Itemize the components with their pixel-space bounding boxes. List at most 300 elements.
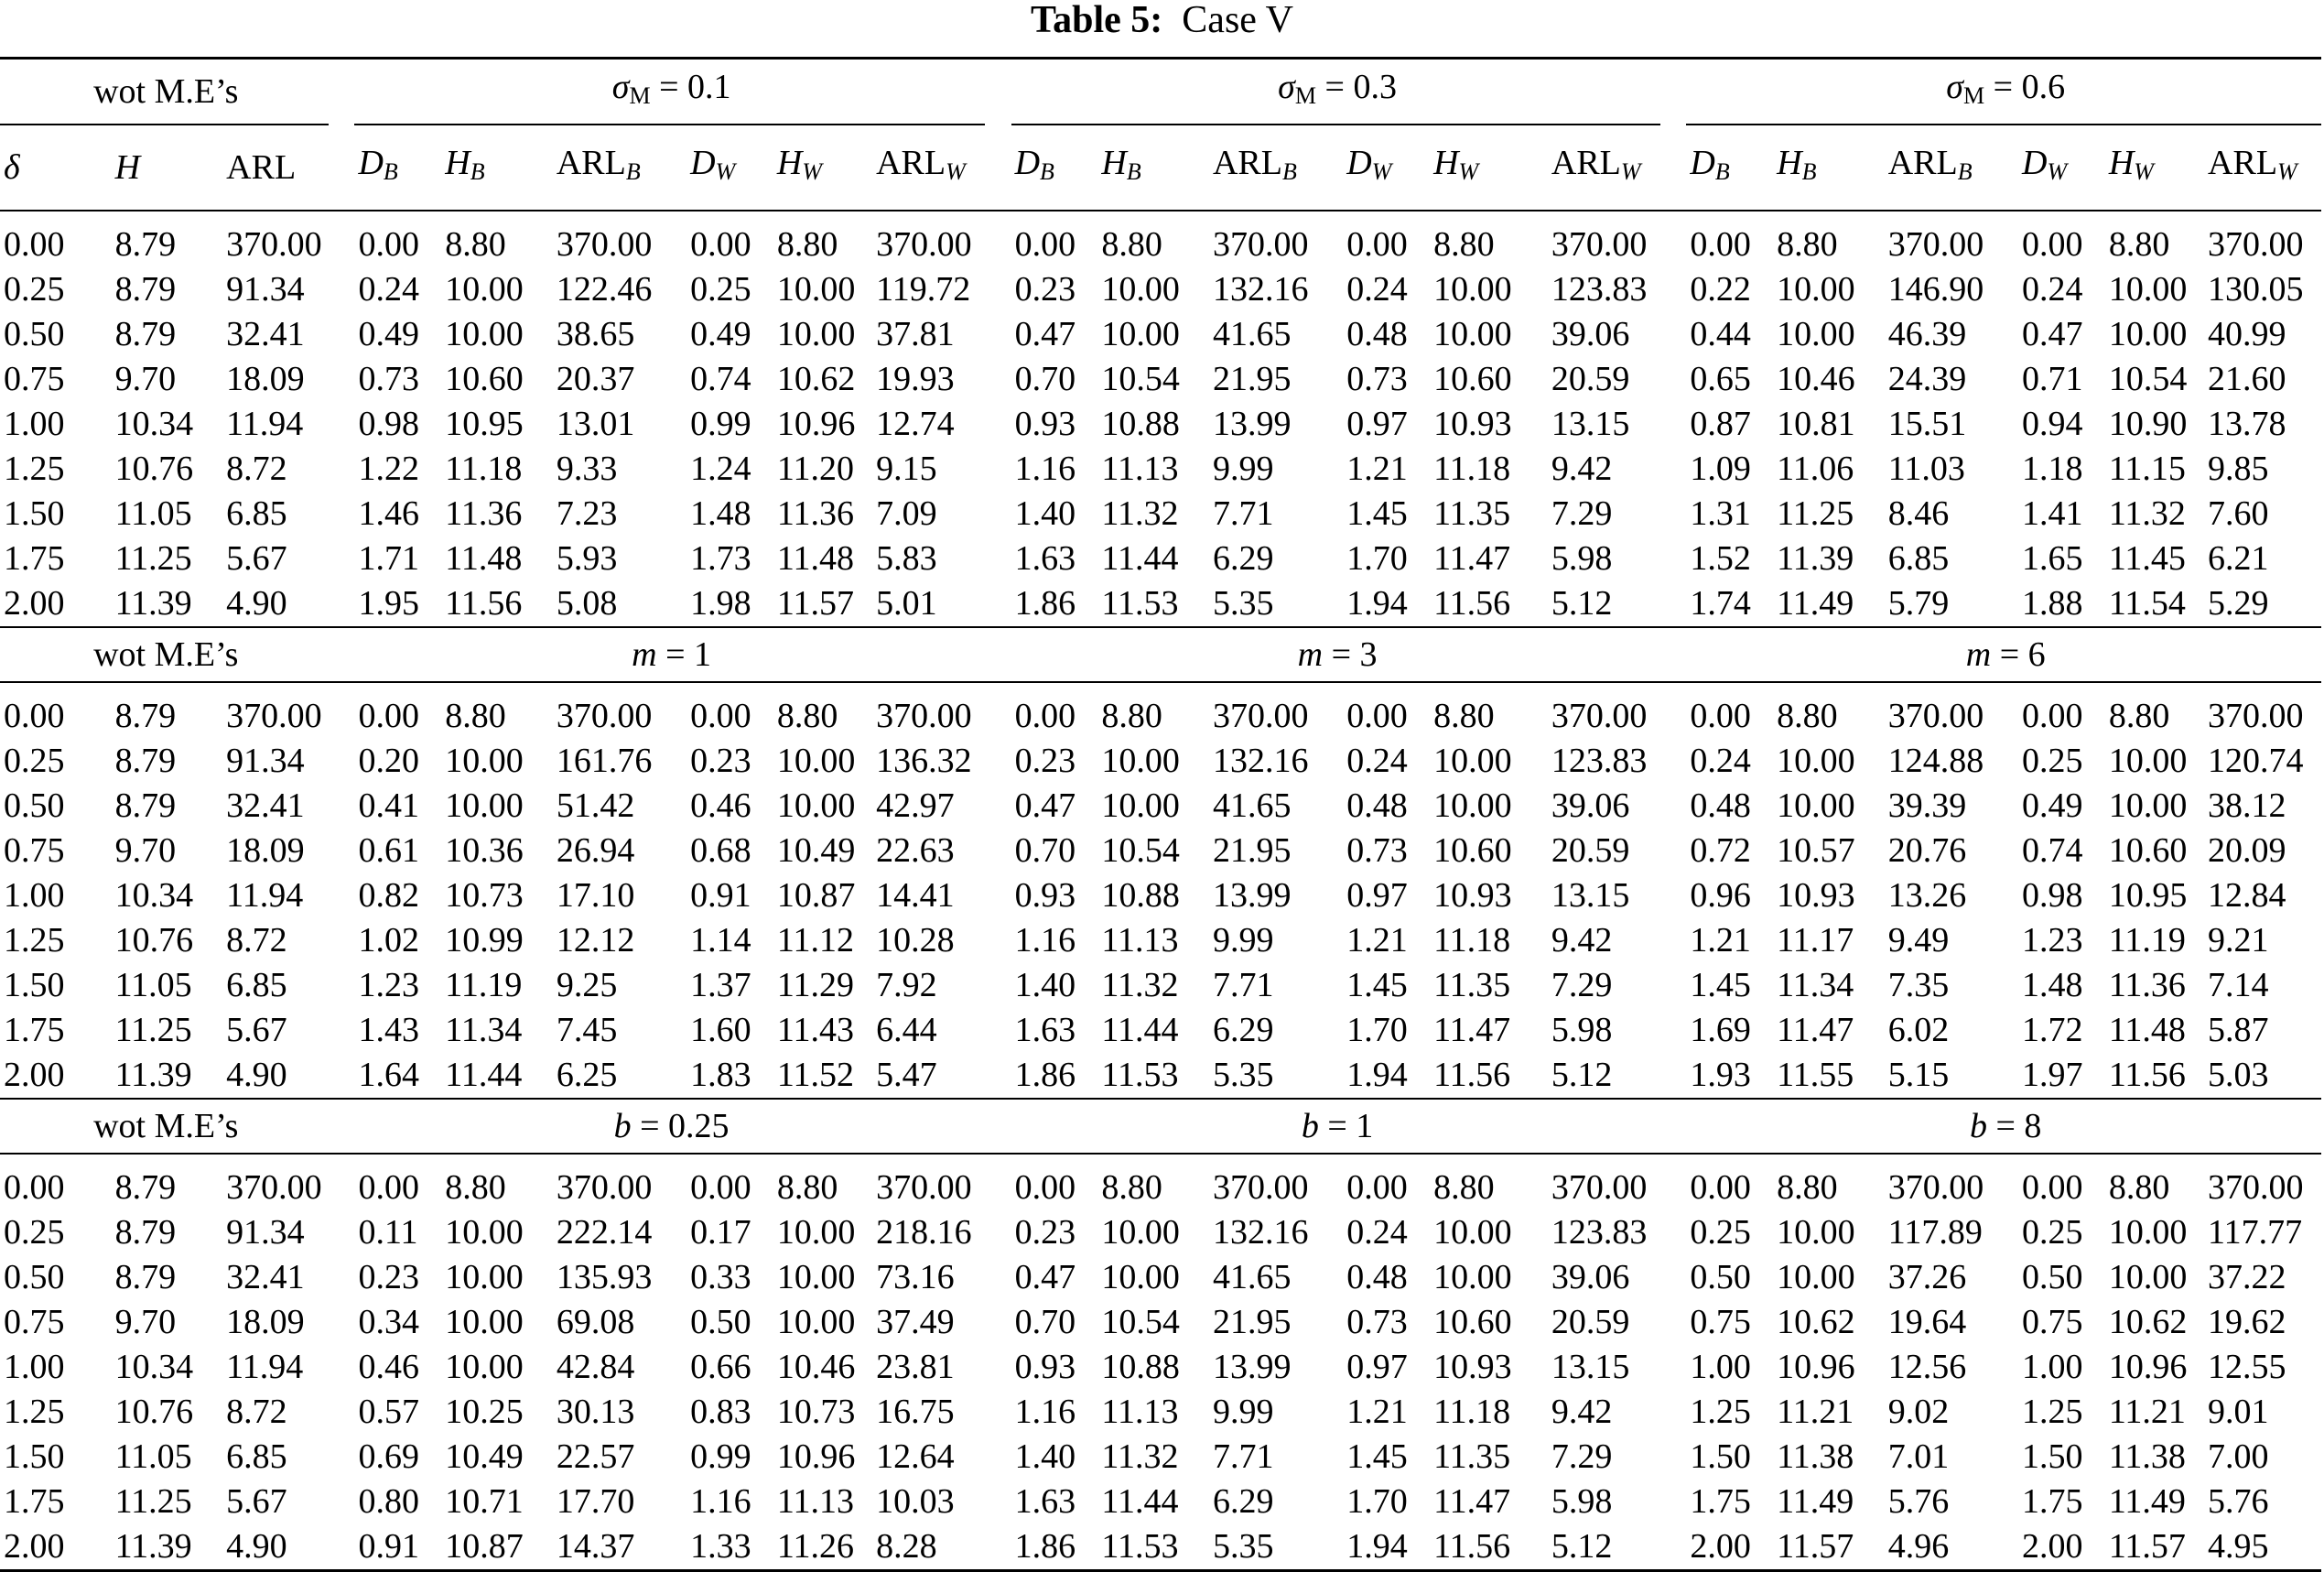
table-cell: 0.73 — [358, 360, 419, 398]
column-header — [553, 125, 686, 211]
table-cell: 1.45 — [1690, 966, 1751, 1004]
table-cell: 0.97 — [1346, 405, 1408, 443]
table-cell: 1.73 — [690, 539, 751, 578]
table-cell: 10.49 — [445, 1437, 524, 1476]
table-cell: 1.75 — [1690, 1482, 1751, 1521]
table-cell: 1.52 — [1690, 539, 1751, 578]
table-cell: 7.71 — [1212, 966, 1274, 1004]
table-cell: 0.47 — [1014, 1258, 1076, 1296]
column-header — [872, 125, 985, 211]
group-label — [354, 1099, 984, 1154]
cell-gap — [329, 963, 355, 1008]
table-cell: 10.00 — [445, 1348, 524, 1386]
table-cell: 2.00 — [0, 1524, 112, 1571]
cell-gap — [985, 492, 1011, 537]
column-header — [1097, 125, 1209, 211]
table-cell: 370.00 — [2204, 1154, 2321, 1210]
table-cell: 1.95 — [358, 584, 419, 623]
table-cell: 10.90 — [2108, 405, 2188, 443]
table-cell: 0.70 — [1014, 831, 1076, 870]
table-cell: 1.71 — [358, 539, 419, 578]
table-cell: 370.00 — [222, 1154, 328, 1210]
group-gap — [329, 59, 355, 125]
cell-gap — [1660, 784, 1687, 829]
table-cell: 0.25 — [1690, 1213, 1751, 1252]
table-cell: 370.00 — [872, 211, 985, 267]
table-cell: 37.49 — [876, 1303, 955, 1341]
table-cell: 8.79 — [114, 742, 177, 780]
table-cell: 222.14 — [556, 1213, 653, 1252]
column-header — [354, 125, 441, 211]
cell-gap — [1660, 918, 1687, 963]
table-cell: 12.84 — [2208, 876, 2286, 915]
table-cell: 11.47 — [1433, 1011, 1511, 1049]
table-cell: 8.80 — [1773, 682, 1885, 739]
table-cell: 10.73 — [445, 876, 524, 915]
table-cell: 0.57 — [358, 1393, 419, 1431]
table-cell: 10.73 — [776, 1393, 856, 1431]
table-cell: 0.97 — [1346, 1348, 1408, 1386]
table-cell: 11.25 — [114, 1482, 192, 1521]
table-cell: 0.23 — [690, 742, 751, 780]
table-cell: 42.97 — [876, 786, 955, 825]
column-header-text: ARL — [1887, 144, 1958, 182]
table-cell: 0.80 — [358, 1482, 419, 1521]
cell-gap — [985, 829, 1011, 873]
group-label — [1686, 1099, 2321, 1154]
cell-gap — [329, 211, 355, 267]
table-cell: 7.71 — [1212, 494, 1274, 533]
table-cell: 0.93 — [1014, 405, 1076, 443]
table-cell: 1.24 — [690, 450, 751, 488]
table-cell: 41.65 — [1212, 315, 1292, 353]
table-row — [0, 1053, 2321, 1099]
table-cell: 0.23 — [1014, 1213, 1076, 1252]
table-row — [0, 357, 2321, 402]
table-cell: 370.00 — [222, 682, 328, 739]
table-cell: 20.59 — [1551, 831, 1630, 870]
table-cell: 1.40 — [1014, 494, 1076, 533]
table-cell: 15.51 — [1887, 405, 1967, 443]
group-label-text: wot M.E’s — [93, 1106, 239, 1145]
table-cell: 10.99 — [445, 921, 524, 959]
table-cell: 11.48 — [445, 539, 523, 578]
table-cell: 8.72 — [226, 450, 287, 488]
table-cell: 0.73 — [1346, 831, 1408, 870]
cell-gap — [329, 1154, 355, 1210]
table-cell: 370.00 — [2204, 682, 2321, 739]
table-cell: 0.00 — [2018, 682, 2105, 739]
column-header-text: D — [690, 144, 716, 182]
table-cell: 46.39 — [1887, 315, 1967, 353]
table-cell: 11.39 — [112, 1524, 223, 1571]
table-cell: 1.75 — [4, 539, 65, 578]
table-cell: 11.21 — [2108, 1393, 2186, 1431]
table-cell: 0.69 — [358, 1437, 419, 1476]
table-row — [0, 1345, 2321, 1390]
table-cell: 11.18 — [445, 450, 523, 488]
table-cell: 0.46 — [690, 786, 751, 825]
table-cell: 91.34 — [226, 742, 305, 780]
cell-gap — [985, 1300, 1011, 1345]
table-cell: 9.99 — [1212, 921, 1274, 959]
table-cell: 11.35 — [1433, 494, 1511, 533]
table-row — [0, 1300, 2321, 1345]
table-cell: 0.44 — [1690, 315, 1751, 353]
table-cell: 370.00 — [872, 682, 985, 739]
table-cell: 1.45 — [1346, 494, 1408, 533]
column-subscript: W — [1458, 158, 1479, 185]
table-cell: 123.83 — [1551, 742, 1648, 780]
column-subscript: W — [2047, 158, 2068, 185]
table-cell: 37.81 — [876, 315, 955, 353]
table-cell: 1.25 — [4, 450, 65, 488]
table-cell: 1.22 — [358, 450, 419, 488]
table-cell: 5.79 — [1887, 584, 1950, 623]
table-cell: 0.93 — [1014, 1348, 1076, 1386]
table-cell: 5.67 — [226, 1011, 287, 1049]
table-cell: 5.29 — [2208, 584, 2269, 623]
group-label-text: b = 0.25 — [613, 1106, 730, 1145]
table-cell: 0.73 — [1346, 1303, 1408, 1341]
column-subscript: W — [2134, 158, 2154, 185]
column-header-row — [0, 125, 2321, 211]
group-label — [1686, 627, 2321, 682]
table-cell: 39.06 — [1551, 786, 1630, 825]
table-cell: 7.29 — [1551, 1437, 1613, 1476]
table-cell: 0.25 — [2022, 1213, 2083, 1252]
table-cell: 11.39 — [114, 1056, 192, 1094]
table-cell: 20.59 — [1551, 360, 1630, 398]
table-cell: 11.44 — [445, 1056, 523, 1094]
column-subscript: W — [2277, 158, 2297, 185]
table-cell: 1.09 — [1690, 450, 1751, 488]
table-cell: 10.00 — [2108, 786, 2188, 825]
table-cell: 10.00 — [1433, 270, 1512, 309]
table-cell: 11.17 — [1777, 921, 1854, 959]
table-cell: 9.02 — [1887, 1393, 1950, 1431]
table-cell: 0.25 — [4, 1213, 65, 1252]
table-cell: 8.79 — [114, 1258, 177, 1296]
table-cell: 370.00 — [1885, 1154, 2018, 1210]
table-cell: 18.09 — [226, 1303, 305, 1341]
table-cell: 10.00 — [445, 1213, 524, 1252]
table-cell: 8.80 — [773, 682, 872, 739]
table-cell: 24.39 — [1887, 360, 1967, 398]
column-header — [441, 125, 553, 211]
table-cell: 10.96 — [1777, 1348, 1855, 1386]
table-cell: 4.90 — [226, 1056, 287, 1094]
table-cell: 11.21 — [1777, 1393, 1854, 1431]
table-cell: 1.48 — [690, 494, 751, 533]
table-cell: 370.00 — [1209, 1154, 1343, 1210]
table-cell: 0.70 — [1014, 360, 1076, 398]
table-cell: 10.96 — [776, 405, 856, 443]
table-row — [0, 682, 2321, 739]
column-header — [2204, 125, 2321, 211]
cell-gap — [329, 1390, 355, 1435]
column-subscript: W — [802, 158, 823, 185]
table-cell: 11.94 — [226, 876, 304, 915]
cell-gap — [329, 739, 355, 784]
cell-gap — [329, 1300, 355, 1345]
table-cell: 11.34 — [1777, 966, 1854, 1004]
table-cell: 7.71 — [1212, 1437, 1274, 1476]
table-cell: 8.46 — [1887, 494, 1950, 533]
cell-gap — [1660, 1435, 1687, 1480]
cell-gap — [1660, 682, 1687, 739]
column-header-text: H — [776, 144, 803, 182]
table-row — [0, 1480, 2321, 1524]
table-cell: 10.62 — [2108, 1303, 2188, 1341]
table-cell: 11.53 — [1101, 584, 1179, 623]
table-cell: 9.70 — [114, 360, 177, 398]
table-cell: 21.60 — [2208, 360, 2286, 398]
table-row — [0, 918, 2321, 963]
table-cell: 132.16 — [1212, 742, 1309, 780]
table-cell: 11.35 — [1433, 1437, 1511, 1476]
table-cell: 0.94 — [2022, 405, 2083, 443]
cell-gap — [985, 1345, 1011, 1390]
table-cell: 11.32 — [1101, 1437, 1179, 1476]
table-cell: 7.01 — [1887, 1437, 1950, 1476]
table-cell: 0.24 — [1346, 270, 1408, 309]
table-cell: 11.36 — [2108, 966, 2186, 1004]
table-cell: 10.46 — [776, 1348, 856, 1386]
table-cell: 11.57 — [1773, 1524, 1885, 1571]
table-cell: 1.75 — [4, 1011, 65, 1049]
table-cell: 0.50 — [690, 1303, 751, 1341]
table-cell: 1.00 — [1690, 1348, 1751, 1386]
table-caption — [0, 0, 2324, 53]
group-label-text: m = 6 — [1965, 634, 2046, 674]
table-cell: 0.68 — [690, 831, 751, 870]
table-cell: 11.47 — [1433, 1482, 1511, 1521]
table-cell: 10.81 — [1777, 405, 1855, 443]
table-cell: 10.93 — [1777, 876, 1855, 915]
group-label-text: $\sigma_M = 0.1$ — [611, 68, 731, 109]
cell-gap — [329, 918, 355, 963]
table-cell: 0.82 — [358, 876, 419, 915]
table-cell: 20.76 — [1887, 831, 1967, 870]
group-label — [354, 59, 984, 125]
cell-gap — [1660, 447, 1687, 492]
table-cell: 370.00 — [553, 682, 686, 739]
cell-gap — [1660, 492, 1687, 537]
table-cell: 38.12 — [2208, 786, 2286, 825]
table-cell: 13.99 — [1212, 1348, 1292, 1386]
table-cell: 0.73 — [1346, 360, 1408, 398]
table-cell: 5.98 — [1551, 539, 1613, 578]
cell-gap — [985, 537, 1011, 581]
table-cell: 0.71 — [2022, 360, 2083, 398]
table-cell: 7.35 — [1887, 966, 1950, 1004]
table-cell: 1.33 — [686, 1524, 773, 1571]
table-cell: 0.24 — [2022, 270, 2083, 309]
column-header-text: D — [1014, 144, 1041, 182]
column-header — [1430, 125, 1548, 211]
table-cell: 1.21 — [1346, 450, 1408, 488]
table-cell: 2.00 — [1686, 1524, 1773, 1571]
group-gap — [1660, 627, 1687, 682]
table-cell: 0.00 — [1011, 682, 1098, 739]
table-cell: 370.00 — [1548, 1154, 1660, 1210]
table-cell: 11.52 — [776, 1056, 855, 1094]
table-cell: 5.76 — [2208, 1482, 2269, 1521]
table-cell: 5.08 — [556, 584, 618, 623]
column-header — [1773, 125, 1885, 211]
table-cell: 0.50 — [1690, 1258, 1751, 1296]
cell-gap — [329, 829, 355, 873]
table-cell: 0.46 — [358, 1348, 419, 1386]
table-cell: 1.23 — [2022, 921, 2083, 959]
cell-gap — [329, 402, 355, 447]
table-cell: 1.00 — [4, 876, 65, 915]
table-row — [0, 1154, 2321, 1210]
table-cell: 10.00 — [1101, 270, 1180, 309]
group-gap — [1660, 59, 1687, 125]
table-cell: 21.95 — [1212, 360, 1292, 398]
table-cell: 0.24 — [1346, 1213, 1408, 1252]
table-cell: 9.15 — [876, 450, 937, 488]
table-cell: 0.00 — [0, 682, 112, 739]
group-label-text: $\sigma_M = 0.6$ — [1946, 68, 2066, 109]
cell-gap — [1660, 963, 1687, 1008]
table-cell: 10.93 — [1433, 1348, 1512, 1386]
table-cell: 9.25 — [556, 966, 618, 1004]
table-cell: 0.47 — [2022, 315, 2083, 353]
column-subscript: W — [715, 158, 736, 185]
table-cell: 1.43 — [358, 1011, 419, 1049]
table-cell: 7.92 — [876, 966, 937, 1004]
cell-gap — [985, 1008, 1011, 1053]
table-cell: 40.99 — [2208, 315, 2286, 353]
table-cell: 11.05 — [114, 494, 192, 533]
table-row — [0, 312, 2321, 357]
table-row — [0, 1390, 2321, 1435]
table-cell: 1.50 — [2022, 1437, 2083, 1476]
cell-gap — [1660, 1210, 1687, 1255]
table-cell: 0.50 — [4, 786, 65, 825]
table-cell: 8.80 — [1430, 682, 1548, 739]
table-cell: 10.60 — [1433, 360, 1512, 398]
table-cell: 0.00 — [1686, 682, 1773, 739]
table-cell: 1.74 — [1690, 584, 1751, 623]
column-header-text: H — [2108, 144, 2135, 182]
table-cell: 11.48 — [776, 539, 855, 578]
table-cell: 9.99 — [1212, 1393, 1274, 1431]
table-cell: 10.00 — [1777, 1213, 1855, 1252]
cell-gap — [1660, 1053, 1687, 1099]
group-label — [1011, 59, 1660, 125]
table-cell: 1.70 — [1346, 539, 1408, 578]
table-cell: 11.05 — [114, 966, 192, 1004]
table-cell: 11.39 — [1777, 539, 1854, 578]
table-cell: 11.57 — [776, 584, 855, 623]
table-cell: 1.25 — [2022, 1393, 2083, 1431]
table-cell: 370.00 — [1209, 211, 1343, 267]
table-cell: 0.00 — [354, 211, 441, 267]
column-header-text: ARL — [556, 144, 626, 182]
table-cell: 1.48 — [2022, 966, 2083, 1004]
table-cell: 39.39 — [1887, 786, 1967, 825]
table-cell: 11.49 — [2108, 1482, 2186, 1521]
table-cell: 0.00 — [1343, 682, 1430, 739]
table-cell: 5.35 — [1212, 1056, 1274, 1094]
table-cell: 1.50 — [4, 1437, 65, 1476]
table-cell: 10.00 — [1433, 786, 1512, 825]
table-cell: 37.22 — [2208, 1258, 2286, 1296]
table-cell: 11.57 — [2105, 1524, 2204, 1571]
table-cell: 1.64 — [358, 1056, 419, 1094]
table-cell: 91.34 — [226, 270, 305, 309]
table-cell: 0.34 — [358, 1303, 419, 1341]
table-cell: 8.80 — [773, 1154, 872, 1210]
table-row — [0, 829, 2321, 873]
cell-gap — [985, 581, 1011, 627]
table-cell: 0.00 — [354, 682, 441, 739]
table-cell: 0.25 — [4, 742, 65, 780]
table-cell: 7.45 — [556, 1011, 618, 1049]
group-label — [0, 1099, 329, 1154]
group-label-text: wot M.E’s — [93, 71, 239, 111]
table-row — [0, 447, 2321, 492]
table-cell: 0.83 — [690, 1393, 751, 1431]
table-cell: 8.80 — [1097, 682, 1209, 739]
table-cell: 2.00 — [2018, 1524, 2105, 1571]
table-cell: 42.84 — [556, 1348, 635, 1386]
table-row — [0, 402, 2321, 447]
table-cell: 136.32 — [876, 742, 972, 780]
table-cell: 10.00 — [1101, 742, 1180, 780]
table-cell: 1.31 — [1690, 494, 1751, 533]
table-cell: 6.25 — [556, 1056, 618, 1094]
table-cell: 12.55 — [2208, 1348, 2286, 1386]
table-cell: 8.79 — [114, 1213, 177, 1252]
cell-gap — [329, 873, 355, 918]
table-cell: 130.05 — [2208, 270, 2304, 309]
table-cell: 0.75 — [2022, 1303, 2083, 1341]
table-cell: 11.32 — [1101, 494, 1179, 533]
column-header — [222, 125, 328, 211]
table-cell: 1.94 — [1346, 584, 1408, 623]
table-cell: 370.00 — [872, 1154, 985, 1210]
table-cell: 1.69 — [1690, 1011, 1751, 1049]
table-cell: 119.72 — [876, 270, 971, 309]
cell-gap — [1660, 739, 1687, 784]
cell-gap — [1660, 357, 1687, 402]
table-cell: 6.29 — [1212, 1011, 1274, 1049]
table-cell: 13.99 — [1212, 405, 1292, 443]
table-cell: 12.12 — [556, 921, 635, 959]
table-cell: 1.94 — [1346, 1056, 1408, 1094]
table-cell: 1.72 — [2022, 1011, 2083, 1049]
cell-gap — [1660, 829, 1687, 873]
column-header — [1209, 125, 1343, 211]
table-cell: 0.48 — [1346, 1258, 1408, 1296]
table-cell: 0.23 — [1014, 742, 1076, 780]
table-cell: 10.54 — [1101, 1303, 1180, 1341]
table-body — [0, 59, 2321, 1571]
table-cell: 11.25 — [114, 539, 192, 578]
table-cell: 1.86 — [1011, 1524, 1098, 1571]
table-cell: 11.06 — [1777, 450, 1854, 488]
table-cell: 11.49 — [1777, 584, 1854, 623]
table-cell: 41.65 — [1212, 1258, 1292, 1296]
table-cell: 8.80 — [1773, 211, 1885, 267]
table-cell: 0.47 — [1014, 786, 1076, 825]
cell-gap — [329, 1255, 355, 1300]
